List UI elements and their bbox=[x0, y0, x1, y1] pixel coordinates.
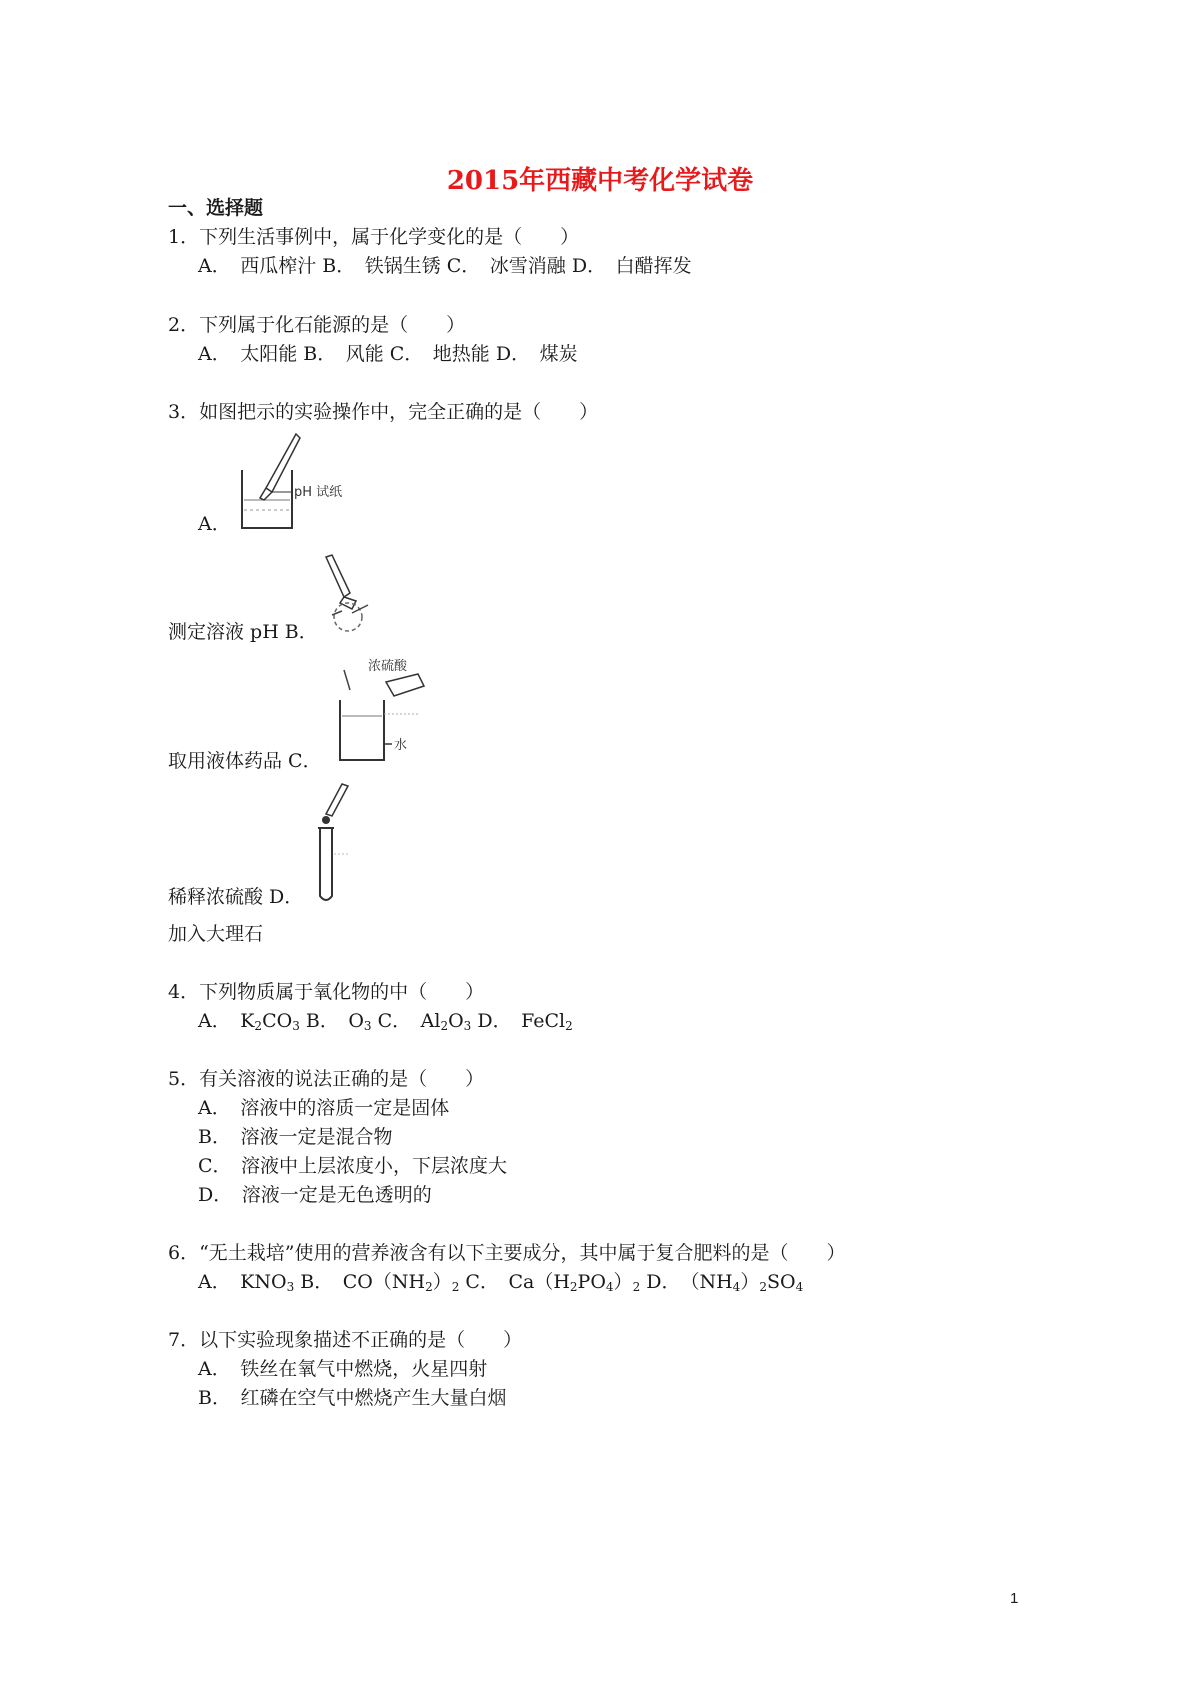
page-title: 2015年西藏中考化学试卷 bbox=[446, 166, 754, 196]
question-4-stem: 4．下列物质属于氧化物的中（ ） bbox=[168, 981, 485, 1003]
question-2-stem: 2．下列属于化石能源的是（ ） bbox=[168, 314, 466, 336]
question-5-stem: 5．有关溶液的说法正确的是（ ） bbox=[168, 1068, 485, 1090]
question-3-stem: 3．如图把示的实验操作中，完全正确的是（ ） bbox=[168, 401, 599, 423]
question-3-option-a-label: A． bbox=[198, 513, 231, 535]
figure-add-marble bbox=[308, 782, 358, 907]
page-number: 1 bbox=[1010, 1590, 1019, 1607]
question-4-options: A． $K_2CO_3$ B． $O_3$ C． $Al_2O_3$ D． FeCl$_2$ bbox=[198, 1010, 573, 1033]
question-1-stem: 1．下列生活事例中，属于化学变化的是（ ） bbox=[168, 226, 580, 248]
question-1-options: A． 西瓜榨汁 B． 铁锅生锈 C． 冰雪消融 D． 白醋挥发 bbox=[198, 255, 692, 277]
question-7-option-b: B． 红磷在空气中燃烧产生大量白烟 bbox=[198, 1387, 507, 1409]
question-3-caption-a: 测定溶液 pH B． bbox=[168, 621, 318, 643]
figure-acid-label: 浓硫酸 bbox=[368, 659, 408, 674]
figure-ph-test bbox=[236, 430, 366, 535]
figure-liquid-dropper bbox=[312, 553, 382, 643]
figure-ph-label: pH 试纸 bbox=[294, 485, 343, 500]
question-7-option-a: A． 铁丝在氧气中燃烧，火星四射 bbox=[198, 1358, 488, 1380]
question-3-caption-c: 稀释浓硫酸 D． bbox=[168, 886, 304, 908]
section-heading: 一、选择题 bbox=[168, 197, 264, 219]
figure-dilute-acid bbox=[328, 656, 438, 766]
question-3-caption-b: 取用液体药品 C． bbox=[168, 750, 322, 772]
question-3-caption-d: 加入大理石 bbox=[168, 923, 264, 945]
question-5-option-d: D． 溶液一定是无色透明的 bbox=[198, 1184, 432, 1206]
question-6-stem: 6．“无土栽培”使用的营养液含有以下主要成分，其中属于复合肥料的是（ ） bbox=[168, 1242, 846, 1264]
question-5-option-c: C． 溶液中上层浓度小，下层浓度大 bbox=[198, 1155, 508, 1177]
question-6-options: A． $KNO_3$ B． $CO(NH_2)_2$ C． $Ca(H_2PO_4)_2$ D． $(NH_4)_2SO_4$ bbox=[198, 1271, 804, 1294]
question-2-options: A． 太阳能 B． 风能 C． 地热能 D． 煤炭 bbox=[198, 343, 578, 365]
question-5-option-b: B． 溶液一定是混合物 bbox=[198, 1126, 393, 1148]
question-5-option-a: A． 溶液中的溶质一定是固体 bbox=[198, 1097, 450, 1119]
figure-water-label: 水 bbox=[394, 738, 408, 753]
question-7-stem: 7．以下实验现象描述不正确的是（ ） bbox=[168, 1329, 523, 1351]
